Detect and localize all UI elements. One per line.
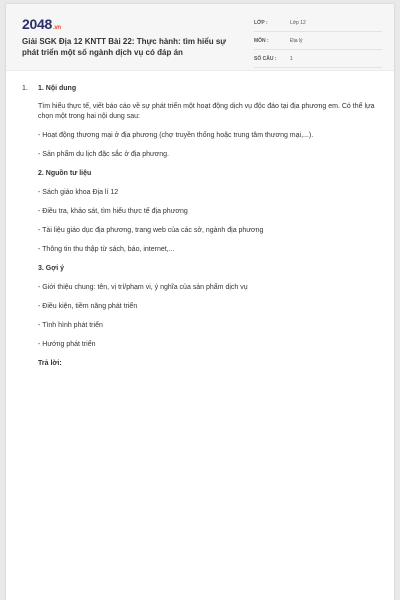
meta-value: Địa lý [290, 38, 303, 44]
list-item: - Sản phẩm du lịch đặc sắc ở địa phương. [38, 151, 169, 158]
list-item: - Điều kiện, tiềm năng phát triển [38, 303, 138, 310]
question-heading [22, 84, 382, 94]
meta-value: 1 [290, 56, 293, 62]
list-item: - Sách giáo khoa Địa lí 12 [38, 189, 119, 196]
list-item: - Thông tin thu thập từ sách, báo, internet,... [38, 246, 175, 253]
answer-label: Trả lời: [38, 360, 62, 367]
list-item: - Tài liệu giáo dục địa phương, trang web của các sở, ngành địa phương [38, 227, 264, 234]
section-heading-hints: 3. Gợi ý [38, 265, 64, 272]
section-heading-sources: 2. Nguồn tư liệu [38, 170, 92, 177]
meta-label: LỚP : [254, 20, 268, 26]
section-heading-content: 1. Nội dung [38, 85, 77, 92]
question-intro: Tìm hiểu thực tế, viết báo cáo về sự phát triển một hoạt động dịch vụ độc đáo tại địa phương em. Có thể lựa chọn một trong hai nội dung sau: [38, 103, 375, 120]
document-header [6, 4, 394, 71]
meta-row-grade [254, 17, 382, 32]
meta-label: SỐ CÂU : [254, 56, 277, 62]
meta-row-subject [254, 35, 382, 50]
site-logo[interactable] [22, 16, 61, 32]
list-item: - Tình hình phát triển [38, 322, 103, 329]
meta-label: MÔN : [254, 38, 269, 44]
meta-row-question-count [254, 53, 382, 68]
document-meta [254, 17, 382, 71]
list-item: - Hướng phát triển [38, 341, 96, 348]
question-number: 1. [22, 85, 28, 92]
list-item: - Giới thiệu chung: tên, vị trí/phạm vi, ý nghĩa của sản phẩm dịch vụ [38, 284, 248, 291]
question-content [22, 84, 382, 378]
logo-suffix: .vn [52, 25, 61, 31]
logo-text: 2048 [22, 16, 52, 32]
meta-value: Lớp 12 [290, 20, 306, 26]
document-page [6, 4, 394, 600]
list-item: - Điều tra, khảo sát, tìm hiểu thực tế địa phương [38, 208, 188, 215]
list-item: - Hoạt động thương mại ở địa phương (chợ truyền thống hoặc trung tâm thương mại,...). [38, 132, 314, 139]
document-title: Giải SGK Địa 12 KNTT Bài 22: Thực hành: tìm hiểu sự phát triển một số ngành dịch vụ có đáp án [22, 37, 227, 57]
